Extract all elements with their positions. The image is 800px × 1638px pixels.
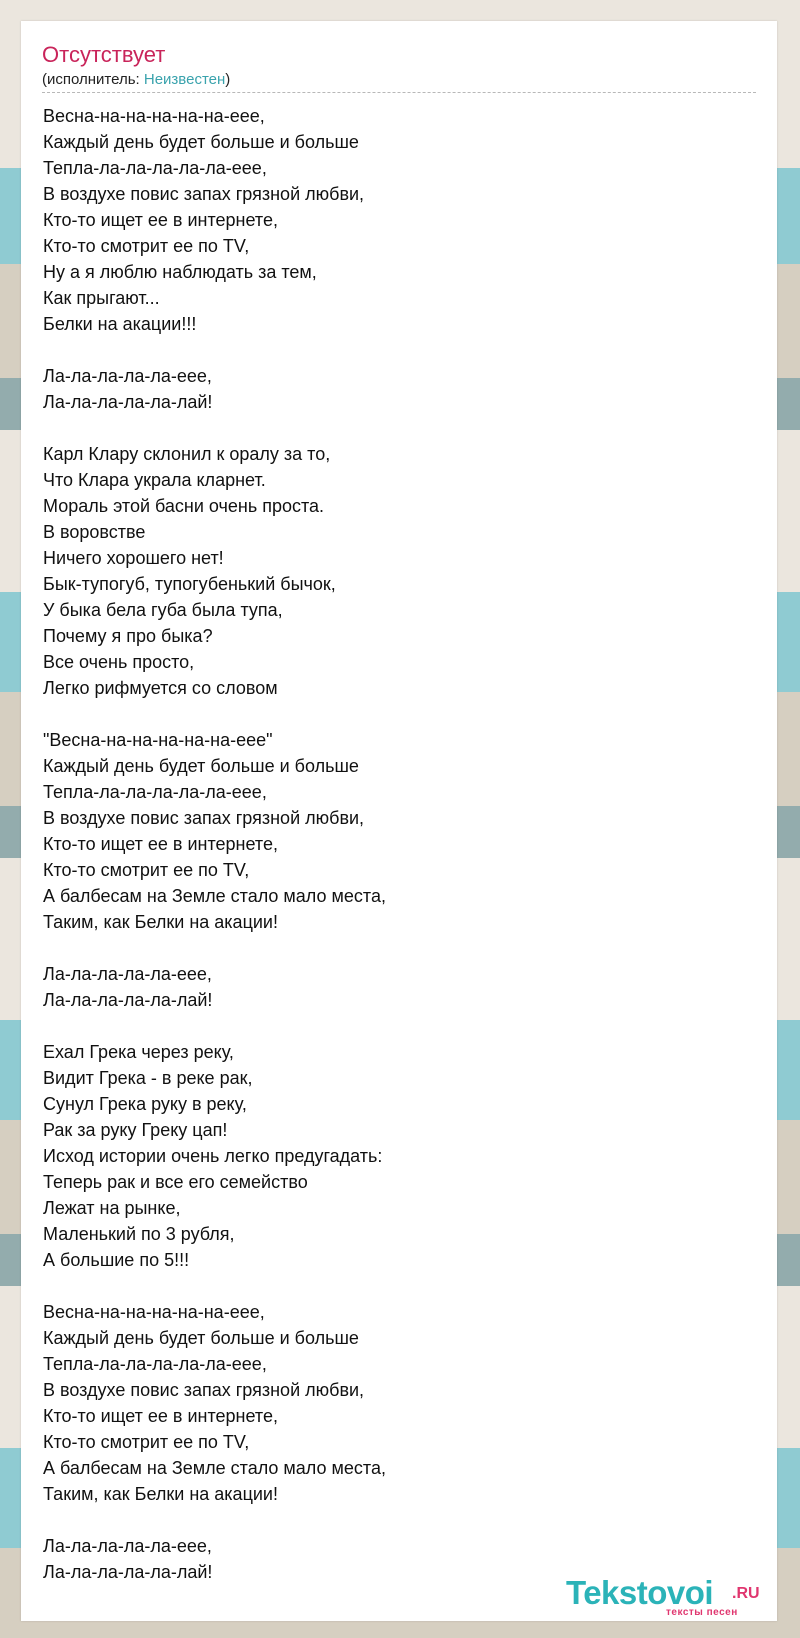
lyric-line <box>43 415 386 441</box>
lyric-line: Таким, как Белки на акации! <box>43 1484 278 1504</box>
lyric-line: Кто-то ищет ее в интернете, <box>43 210 278 230</box>
song-title: Отсутствует <box>42 42 166 67</box>
lyric-line <box>43 1013 386 1039</box>
lyric-line: Ла-ла-ла-ла-ла-лай! <box>43 1562 213 1582</box>
lyric-line <box>43 1507 386 1533</box>
lyric-line: Каждый день будет больше и больше <box>43 756 359 776</box>
lyric-line: Исход истории очень легко предугадать: <box>43 1146 383 1166</box>
lyric-line: Легко рифмуется со словом <box>43 678 278 698</box>
lyric-line: Кто-то смотрит ее по TV, <box>43 1432 250 1452</box>
lyric-line: Теперь рак и все его семейство <box>43 1172 308 1192</box>
lyric-line: Тепла-ла-ла-ла-ла-ла-еее, <box>43 158 267 178</box>
lyrics-text <box>43 103 386 1585</box>
lyric-line: В воздухе повис запах грязной любви, <box>43 808 365 828</box>
lyric-line: А балбесам на Земле стало мало места, <box>43 1458 386 1478</box>
lyric-line: В воздухе повис запах грязной любви, <box>43 1380 365 1400</box>
lyric-line: В воровстве <box>43 522 146 542</box>
lyric-line: Ла-ла-ла-ла-ла-еее, <box>43 366 212 386</box>
lyric-line <box>43 701 386 727</box>
lyric-line <box>43 1273 386 1299</box>
lyric-line: Кто-то ищет ее в интернете, <box>43 834 278 854</box>
lyric-line: А балбесам на Земле стало мало места, <box>43 886 386 906</box>
lyric-line: Ла-ла-ла-ла-ла-лай! <box>43 990 213 1010</box>
lyric-line: Таким, как Белки на акации! <box>43 912 278 932</box>
lyric-line: Лежат на рынке, <box>43 1198 181 1218</box>
logo-tagline: тексты песен <box>666 1607 738 1618</box>
lyric-line: Весна-на-на-на-на-на-еее, <box>43 106 265 126</box>
lyric-line: Ехал Грека через реку, <box>43 1042 234 1062</box>
logo-name: Tekstovoi <box>566 1574 714 1611</box>
artist-line <box>42 71 230 89</box>
lyric-line: "Весна-на-на-на-на-на-еее" <box>43 730 273 750</box>
lyric-line: Рак за руку Греку цап! <box>43 1120 228 1140</box>
lyric-line: Каждый день будет больше и больше <box>43 132 359 152</box>
lyric-line: Мораль этой басни очень проста. <box>43 496 325 516</box>
lyric-line: В воздухе повис запах грязной любви, <box>43 184 365 204</box>
lyric-line: Карл Клару склонил к оралу за то, <box>43 444 331 464</box>
logo-tld: .RU <box>732 1585 760 1602</box>
lyric-line: Белки на акации!!! <box>43 314 197 334</box>
lyric-line: Ла-ла-ла-ла-ла-еее, <box>43 1536 212 1556</box>
lyric-line: Кто-то смотрит ее по TV, <box>43 236 250 256</box>
artist-prefix: (исполнитель: <box>42 71 144 88</box>
lyric-line: Кто-то ищет ее в интернете, <box>43 1406 278 1426</box>
lyric-line: Все очень просто, <box>43 652 195 672</box>
site-logo[interactable] <box>566 1573 766 1623</box>
lyric-line: Весна-на-на-на-на-на-еее, <box>43 1302 265 1322</box>
lyric-line: Сунул Грека руку в реку, <box>43 1094 247 1114</box>
artist-suffix: ) <box>225 71 231 88</box>
lyric-line: Тепла-ла-ла-ла-ла-ла-еее, <box>43 1354 267 1374</box>
lyric-line: У быка бела губа была тупа, <box>43 600 283 620</box>
lyric-line: Бык-тупогуб, тупогубенький бычок, <box>43 574 336 594</box>
lyric-line <box>43 337 386 363</box>
lyric-line: Тепла-ла-ла-ла-ла-ла-еее, <box>43 782 267 802</box>
lyric-line: Что Клара украла кларнет. <box>43 470 266 490</box>
lyric-line: Видит Грека - в реке рак, <box>43 1068 253 1088</box>
lyric-line: Каждый день будет больше и больше <box>43 1328 359 1348</box>
lyrics-card <box>21 21 777 1621</box>
lyric-line: Ну а я люблю наблюдать за тем, <box>43 262 317 282</box>
lyric-line: Ла-ла-ла-ла-ла-еее, <box>43 964 212 984</box>
lyric-line: Маленький по 3 рубля, <box>43 1224 235 1244</box>
lyric-line: А большие по 5!!! <box>43 1250 190 1270</box>
lyric-line: Как прыгают... <box>43 288 160 308</box>
lyric-line: Почему я про быка? <box>43 626 213 646</box>
lyric-line <box>43 935 386 961</box>
lyric-line: Ничего хорошего нет! <box>43 548 224 568</box>
lyric-line: Ла-ла-ла-ла-ла-лай! <box>43 392 213 412</box>
artist-link[interactable]: Неизвестен <box>143 71 226 88</box>
title-divider <box>42 92 756 93</box>
lyric-line: Кто-то смотрит ее по TV, <box>43 860 250 880</box>
